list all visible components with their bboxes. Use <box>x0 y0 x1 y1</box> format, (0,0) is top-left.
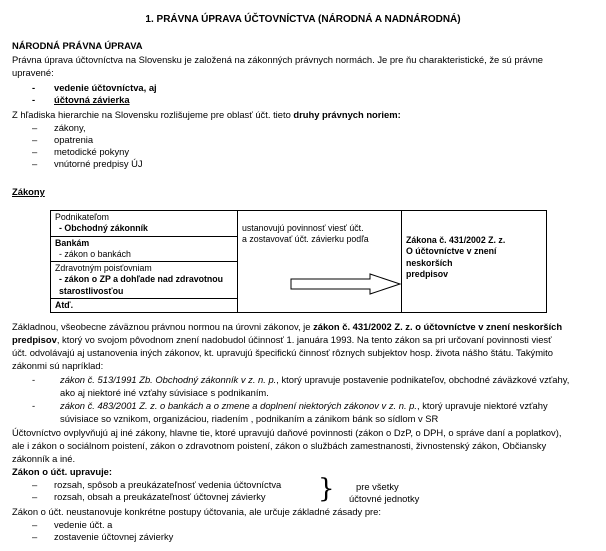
list-item: – rozsah, obsah a preukázateľnosť účtovnej závierky <box>12 491 281 503</box>
example-bank-law <box>60 400 548 412</box>
laws-table-middle <box>238 211 402 313</box>
subject-title: Podnikateľom <box>55 212 109 222</box>
paragraph-other-laws-cont: zákonník a iné. <box>12 453 76 464</box>
subject-law: - zákon o bankách <box>59 248 131 259</box>
text: Základnou, všeobecne záväznou právnou normou na úrovni zákonov, je <box>12 321 314 332</box>
subject-row <box>51 262 237 299</box>
middle-text: a zostavovať účt. závierku podľa <box>242 234 369 245</box>
list-item: – vedenie účt. a <box>12 519 173 531</box>
adjusts-list <box>12 479 281 503</box>
brace-icon: } <box>318 474 335 504</box>
section-heading-laws: Zákony <box>12 186 45 197</box>
paragraph-main-law-cont: účt. odvolávajú aj ustanovenia iných zákonov, kt. upravujú špecifickú činnosť rôznych subjektov hosp. života nášho štátu. Takýmito <box>12 347 553 358</box>
adjusts-heading: Zákon o účt. upravuje: <box>12 466 113 477</box>
law-name: predpisov <box>406 268 449 279</box>
subject-law: - Obchodný zákonník <box>59 223 148 234</box>
laws-table-left <box>51 211 238 313</box>
for-all-text: pre všetky <box>356 481 399 492</box>
list-item: – zostavenie účtovnej závierky <box>12 531 173 543</box>
law-name: O účtovníctve v znení neskorších <box>406 246 497 268</box>
law-name: Zákona č. 431/2002 Z. z. <box>406 235 506 245</box>
arrow-right-icon <box>290 273 402 295</box>
text: , ktorý vo svojom pôvodnom znení nadobudol účinnosť 1. januára 1993. Na tento zákon sa pri určovaní povinnosti viesť <box>56 334 552 345</box>
regulated-list <box>12 82 157 106</box>
example-dash: - <box>32 374 36 385</box>
law-bold: zákon č. 431/2002 Z. z. o účtovníctve v znení neskorších <box>313 321 563 332</box>
subject-title: Atď. <box>55 299 74 310</box>
paragraph-intro: Právna úprava účtovníctva na Slovensku je založená na zákonných právnych normách. Je pre ňu charakteristické, že sú právne <box>12 54 544 65</box>
for-all-text-cont: účtovné jednotky <box>349 493 420 504</box>
principles-list <box>12 519 173 543</box>
example-dash: - <box>32 400 36 411</box>
text: , ktorý upravuje niektoré vzťahy <box>417 400 548 411</box>
subject-law: - zákon o ZP a dohľade nad zdravotnou <box>59 274 224 285</box>
hierarchy-bold: druhy právnych noriem: <box>293 109 401 120</box>
list-item: – rozsah, spôsob a preukázateľnosť vedenia účtovníctva <box>12 479 281 491</box>
paragraph-intro-cont: upravené: <box>12 67 54 78</box>
law-bold: predpisov <box>12 334 57 345</box>
list-item: – metodické pokyny <box>12 146 143 158</box>
page-title: 1. PRÁVNA ÚPRAVA ÚČTOVNÍCTVA (NÁRODNÁ A NADNÁRODNÁ) <box>145 14 461 25</box>
example-bank-law-cont: súvisiace so vznikom, organizáciou, riadením , podnikaním a zánikom bánk so sídlom v SR <box>60 413 439 424</box>
paragraph-other-laws-cont: ale i zákon o sociálnom poistení, zákon o zdravotnom poistení, zákon o službách zamestnanosti, živnostenský zákon, Občiansky <box>12 440 547 451</box>
subject-title: Bankám <box>55 237 90 248</box>
list-item: - vedenie účtovníctva, aj <box>12 82 157 94</box>
paragraph-main-law-cont <box>12 334 552 346</box>
paragraph-hierarchy <box>12 109 401 121</box>
law-italic: zákon č. 513/1991 Zb. Obchodný zákonník v z. n. p. <box>60 374 277 385</box>
norms-list <box>12 122 143 170</box>
subject-row <box>51 299 237 312</box>
laws-table-right <box>402 211 547 313</box>
example-commercial-code <box>60 374 569 386</box>
laws-table <box>50 210 547 313</box>
subject-row <box>51 211 237 237</box>
law-italic: zákon č. 483/2001 Z. z. o bankách a o zmene a doplnení niektorých zákonov v z. n. p. <box>60 400 417 411</box>
list-item: – vnútorné predpisy ÚJ <box>12 158 143 170</box>
text: , ktorý upravuje postavenie podnikateľov, obchodné záväzkové vzťahy, <box>276 374 570 385</box>
subject-title: Zdravotným poisťovniam <box>55 263 152 273</box>
paragraph-principles: Zákon o účt. neustanovuje konkrétne postupy účtovania, ale určuje základné zásady pre: <box>12 506 381 517</box>
subject-law-cont: starostlivosťou <box>59 285 124 296</box>
section-heading-national: NÁRODNÁ PRÁVNA ÚPRAVA <box>12 40 143 51</box>
paragraph-main-law <box>12 321 562 333</box>
list-item: – opatrenia <box>12 134 143 146</box>
paragraph-main-law-cont: zákonmi sú napríklad: <box>12 360 104 371</box>
hierarchy-text: Z hľadiska hierarchie na Slovensku rozlišujeme pre oblasť účt. tieto <box>12 109 294 120</box>
middle-text: ustanovujú povinnosť viesť účt. <box>242 223 364 233</box>
paragraph-other-laws: Účtovníctvo ovplyvňujú aj iné zákony, hlavne tie, ktoré upravujú daňové povinnosti (zákon o DzP, o DPH, o správe daní a poplatkov), <box>12 427 562 438</box>
list-item: - účtovná závierka <box>12 94 157 106</box>
subject-row <box>51 237 237 263</box>
list-item: – zákony, <box>12 122 143 134</box>
example-commercial-code-cont: ako aj niektoré iné vzťahy súvisiace s podnikaním. <box>60 387 269 398</box>
